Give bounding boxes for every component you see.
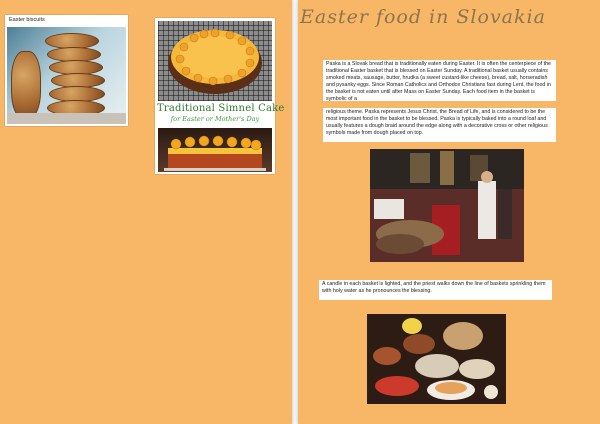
simnel-cake-top-photo	[158, 21, 272, 101]
biscuits-caption: Easter biscuits	[9, 17, 45, 23]
simnel-cake-card	[155, 18, 285, 174]
paragraph-paska-intro: Paska is a Slovak bread that is traditionally eaten during Easter. It is often the centerpiece of the traditional Easter basket that is blessed on Easter Sunday. A traditional basket usually contains smoked meats, sausage, butter, hrudka (a sweet custard-like cheese), bread, salt, horseradish and pysanky eggs. Since Roman Catholics and Orthodox Christians fast during Lent, the food in the basket is not eaten until after Mass on Easter Sunday. Each food item in the basket is symbolic of a	[323, 60, 556, 101]
page-heading: Easter food in Slovakia	[300, 6, 546, 28]
biscuits-card	[5, 15, 128, 126]
simnel-cake-subtitle: for Easter or Mother's Day	[170, 115, 260, 123]
paragraph-paska-symbolism: religious theme. Paska represents Jesus Christ, the Bread of Life, and is considered to be the most important food in the basket to be blessed. Paska is typically baked into a round loaf and usually features a dough braid around the edge along with a decorative cross or other religious symbols made from dough placed on top.	[323, 108, 556, 142]
biscuits-photo	[7, 27, 126, 124]
simnel-cake-title: Traditional Simnel Cake	[157, 103, 285, 114]
simnel-cake-side-photo	[158, 128, 272, 172]
paragraph-candle-blessing: A candle in each basket is lighted, and the priest walks down the line of baskets sprinkling them with holy water as he pronounces the blessing.	[319, 280, 552, 300]
left-page	[0, 0, 292, 424]
easter-food-table-photo	[367, 314, 506, 404]
church-blessing-photo	[370, 149, 524, 262]
